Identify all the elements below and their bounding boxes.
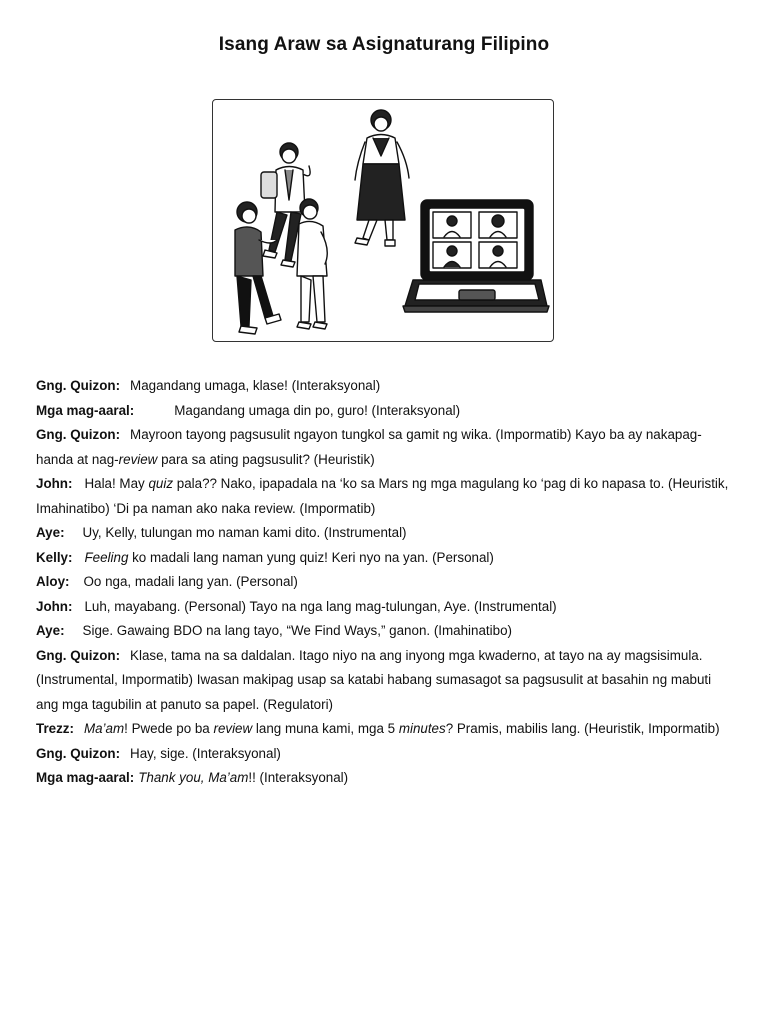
utterance-text: pala?? Nako, ipapadala na ‘ko sa Mars ng mga magulang ko ‘pag di ko napasa to. (Heuristik, Imahinatibo) ‘Di pa naman ako naka review. (Impormatib) [36, 476, 729, 516]
utterance-text: ? Pramis, mabilis lang. (Heuristik, Impormatib) [445, 721, 720, 736]
utterance-text: Mayroon tayong pagsusulit ngayon tungkol sa gamit ng wika. (Impormatib) Kayo ba ay nakapag-handa at nag- [36, 427, 702, 467]
student-figure-4 [355, 110, 409, 246]
utterance-text: review [118, 451, 158, 467]
speaker-name: Kelly: [36, 549, 73, 565]
utterance-text: ! Pwede po ba [124, 721, 214, 736]
dialogue-transcript [36, 374, 736, 791]
speaker-name: Gng. Quizon: [36, 427, 121, 442]
dialogue-line [36, 595, 736, 620]
speaker-name: Gng. Quizon: [36, 378, 121, 393]
speaker-name: John: [36, 476, 73, 491]
dialogue-line [36, 472, 736, 521]
utterance-text: Magandang umaga, klase! (Interaksyonal) [130, 378, 381, 393]
student-figure-2 [235, 202, 281, 334]
speaker-name: Mga mag-aaral: [36, 770, 135, 785]
utterance-text: Thank you, Ma’am [138, 770, 249, 785]
speaker-name: John: [36, 598, 73, 614]
dialogue-line [36, 644, 736, 718]
utterance-text: review [213, 721, 253, 736]
dialogue-line [36, 374, 736, 399]
utterance-text: para sa ating pagsusulit? (Heuristik) [157, 451, 375, 467]
utterance-text: ko madali lang naman yung quiz! Keri nyo na yan. (Personal) [128, 549, 494, 565]
illustration-students-and-laptop [212, 99, 554, 342]
utterance-text: Klase, tama na sa daldalan. Itago niyo na ang inyong mga kwaderno, at tayo na ay magsisimula. (Instrumental, Impormatib) Iwasan makipag usap sa katabi habang sumasagot sa pagsusulit at basahin ng mabuti ang mga tagubilin at panuto sa papel. (Regulatori) [36, 647, 712, 712]
dialogue-line [36, 423, 736, 472]
speaker-name: Trezz: [36, 721, 74, 736]
dialogue-line [36, 546, 736, 571]
dialogue-line [36, 717, 736, 742]
utterance-text: minutes [398, 721, 446, 736]
dialogue-line [36, 766, 736, 791]
student-figure-3 [297, 199, 327, 329]
speaker-name: Gng. Quizon: [36, 745, 121, 761]
speaker-name: Gng. Quizon: [36, 647, 121, 663]
document-title: Isang Araw sa Asignaturang Filipino [218, 34, 550, 55]
dialogue-line [36, 570, 736, 595]
utterance-text: Oo nga, madali lang yan. (Personal) [83, 574, 298, 589]
utterance-text: lang muna kami, mga 5 [252, 721, 399, 736]
utterance-text: Hay, sige. (Interaksyonal) [130, 745, 281, 761]
laptop-video-call [403, 200, 549, 312]
utterance-text: quiz [148, 476, 174, 491]
utterance-text: Luh, mayabang. (Personal) Tayo na nga lang mag-tulungan, Aye. (Instrumental) [84, 598, 557, 614]
speaker-name: Aloy: [36, 574, 70, 589]
dialogue-line [36, 399, 736, 424]
utterance-text: Feeling [84, 549, 129, 565]
dialogue-line [36, 521, 736, 546]
utterance-text: Sige. Gawaing BDO na lang tayo, “We Find Ways,” ganon. (Imahinatibo) [82, 623, 512, 638]
speaker-name: Aye: [36, 623, 65, 638]
utterance-text: Uy, Kelly, tulungan mo naman kami dito. (Instrumental) [82, 525, 407, 540]
dialogue-line [36, 619, 736, 644]
speaker-name: Mga mag-aaral: [36, 402, 135, 418]
dialogue-line [36, 742, 736, 767]
utterance-text: Hala! May [84, 476, 149, 491]
utterance-text: Ma’am [83, 721, 125, 736]
utterance-text: Magandang umaga din po, guro! (Interaksyonal) [174, 402, 461, 418]
speaker-name: Aye: [36, 525, 65, 540]
utterance-text: !! (Interaksyonal) [248, 770, 349, 785]
